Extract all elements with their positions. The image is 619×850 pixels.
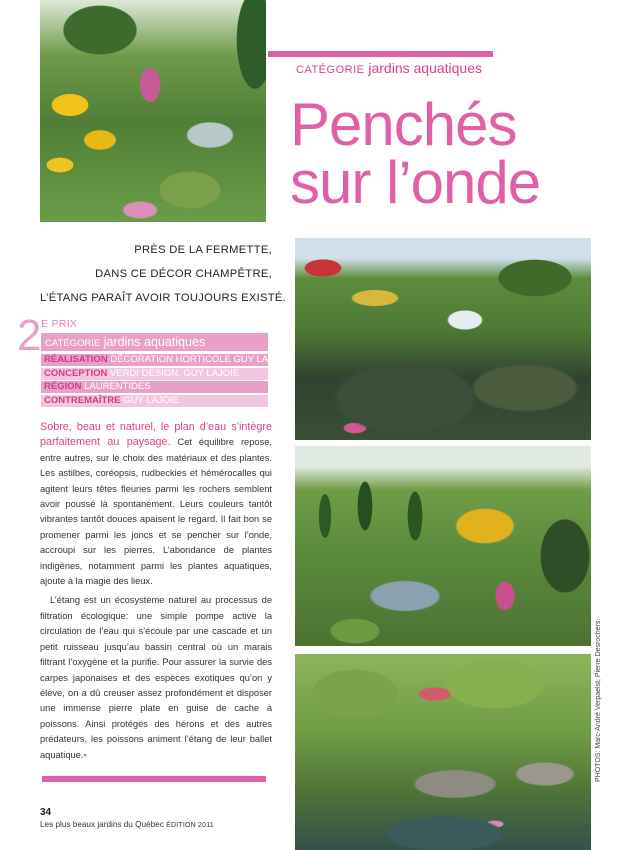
credit-row: [41, 395, 268, 407]
paragraph-1-text: Cet équilibre repose, entre autres, sur le choix des matériaux et des plantes. Les astilbes, coréopsis, rudbeckies et hémérocalles qui agitent leurs têtes fleuries parmi les rochers semblent avoir poussé là spontanément. Leurs couleurs tantôt vibrantes tantôt douces apaisent le regard. Il fait bon se promener parmi les joncs et se pencher sur l’onde, accroupi sur les pierres. L’abondance de plantes indigènes, notamment parmi les plantes aquatiques, ajoute à la magie des lieux.: [40, 437, 272, 587]
title-line-1: Penchés: [290, 91, 517, 158]
title-line-2: sur l’onde: [290, 149, 541, 216]
credit-value: GUY LAJOIE: [123, 394, 179, 406]
credit-row: [41, 368, 268, 380]
publication-name: Les plus beaux jardins du Québec: [40, 820, 164, 829]
publication-footer: [40, 820, 214, 829]
prize-category-prefix: CATÉGORIE: [45, 338, 101, 349]
credit-row: [41, 354, 290, 366]
prize-rank-label: E PRIX: [41, 318, 78, 330]
lead-line-3: L’ÉTANG PARAÎT AVOIR TOUJOURS EXISTÉ.: [40, 292, 287, 304]
page-number: 34: [40, 807, 52, 818]
paragraph-1: [40, 420, 272, 589]
pond-flowers-photo: [295, 446, 591, 646]
credit-key: CONTREMAÎTRE: [44, 394, 121, 406]
prize-category-name: jardins aquatiques: [103, 335, 206, 349]
prize-rank-number: 2: [17, 311, 42, 360]
pond-waterfall-photo: [295, 238, 591, 440]
pond-rocks-photo: [295, 654, 591, 850]
credit-key: CONCEPTION: [44, 367, 108, 379]
photo-credit: PHOTOS: Marc-André Verpaelst, Pierre Desrochers.: [595, 618, 602, 782]
credit-key: RÉGION: [44, 381, 82, 392]
intro-sentence: Sobre, beau et naturel, le plan d’eau s’intègre parfaitement au paysage.: [40, 421, 272, 449]
category-name: jardins aquatiques: [368, 60, 483, 76]
lead-line-2: DANS CE DÉCOR CHAMPÊTRE,: [95, 268, 272, 280]
article-body: [40, 420, 272, 763]
prize-box: [41, 333, 290, 408]
credit-value: LAURENTIDES: [84, 381, 151, 392]
article-title: [290, 91, 590, 216]
lead-text: [40, 238, 287, 310]
lead-line-1: PRÈS DE LA FERMETTE,: [134, 244, 272, 256]
paragraph-2: [40, 593, 272, 762]
credit-key: RÉALISATION: [44, 354, 108, 365]
credit-value: VERDI DESIGN, GUY LAJOIE: [109, 367, 240, 379]
edition-label: ÉDITION 2011: [166, 822, 214, 829]
closing-rule: [42, 776, 266, 782]
credit-value: DÉCORATION HORTICOLE GUY LAJOIE: [110, 354, 290, 365]
end-mark: ▪: [83, 749, 87, 760]
credit-row: [41, 381, 268, 393]
prize-category: [41, 333, 268, 351]
category-rule: [268, 51, 493, 57]
category-prefix: CATÉGORIE: [296, 64, 365, 76]
category-header: [296, 60, 482, 76]
garden-photo-top: [40, 0, 266, 222]
paragraph-2-text: L’étang est un écosystème naturel au processus de filtration écologique: une simple pompe active la circulation de l’eau qui s’écoule par une cascade et un petit ruisseau jusqu’au bassin central où un marais filtrant l’oxygène et la purifie. Pour assurer la survie des carpes japonaises et des espèces exotiques qu’on y élève, on a dû creuser assez profondément et disposer une immense pierre plate en guise de cache à poissons. Ainsi protégés des hérons et des autres prédateurs, les poissons animent l’étang de leur ballet aquatique.: [40, 595, 272, 760]
